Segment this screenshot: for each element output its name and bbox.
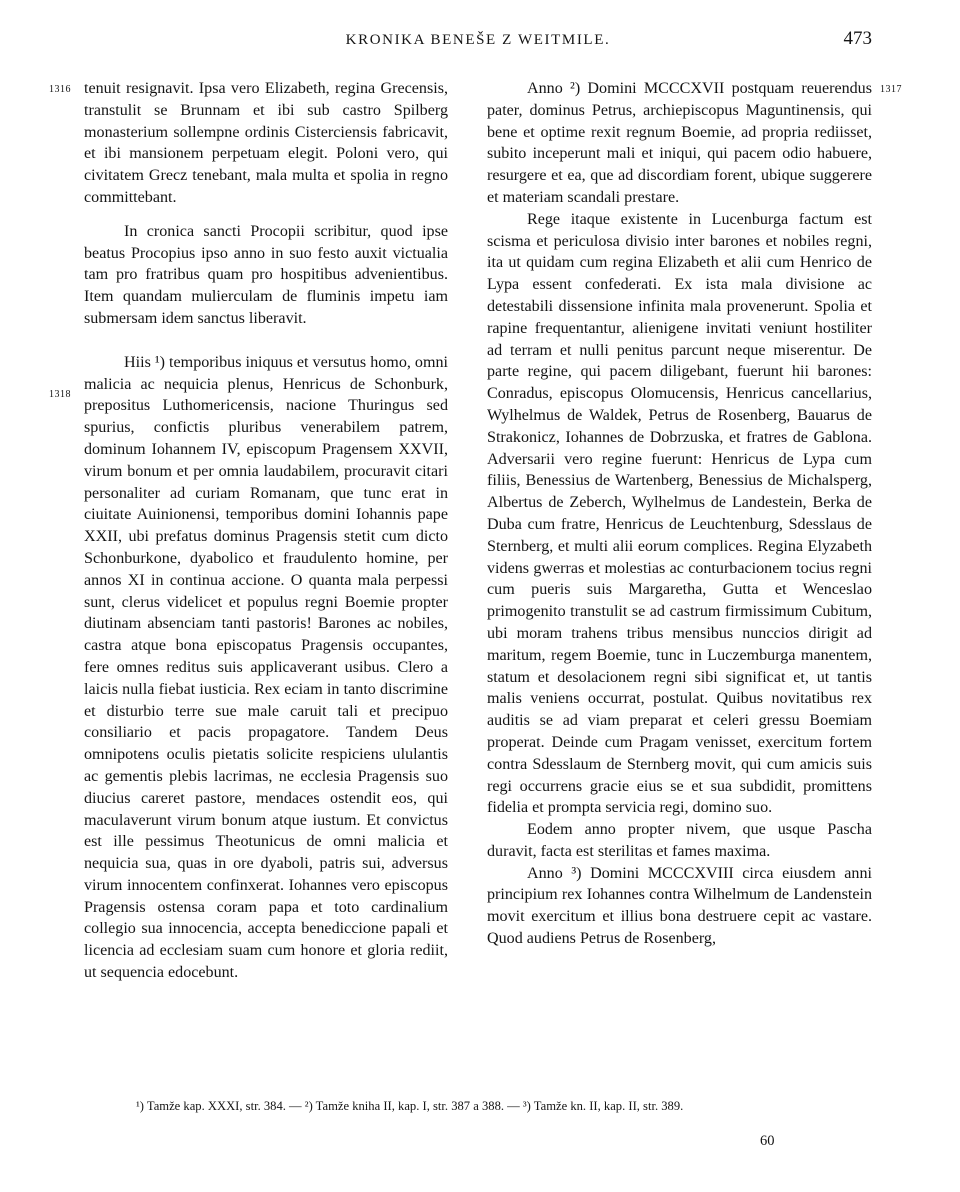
margin-year-1318: 1318 <box>49 389 71 400</box>
margin-year-1317: 1317 <box>880 84 902 95</box>
page-number: 473 <box>843 28 872 49</box>
right-paragraph: Rege itaque existente in Lucenburga factum est scisma et periculosa divisio inter barones et nobiles regni, ita ut quidam cum regina Elizabeth et alii cum Henrico de Lypa essent confederati. Ex ista mala divisione ac detestabili dissensione infinita mala provenerunt. Spolia et rapine frequentantur, alienigene invitati veniunt hostiliter ad terram et nulli penitus parcunt neque miserentur. De parte regine, qui pacem diligebant, fuerunt hii barones: Conradus, episcopus Olomucensis, Henricus cancellarius, Wylhelmus de Waldek, Petrus de Rosenberg, Bauarus de Strakonicz, Iohannes de Dobrzuska, et fratres de Gablona. Adversarii vero regine fuerunt: Henricus de Lypa cum filiis, Benessius de Wartenberg, Benessius de Michalsperg, Albertus de Zeberch, Wylhelmus de Landestein, Berka de Duba cum fratre, Henricus de Leuchtenburg, Sdesslaus de Sternberg, et multi alii eorum complices. Regina Elyzabeth videns gwerras et molestias ac conturbacionem tocius regni cum pueris suis Margaretha, Gutta et Wenceslao primogenito transtulit se ad castrum firmissimum Cubitum, ubi moram trahens tribus mensibus nunccios dirigit ad maritum, regem Boemie, tunc in Luczemburga manentem, statum et desolacionem regni sibi significat et, ut tantis malis veniens occurrat, postulat. Quibus novitatibus rex auditis se ad viam preparat et celeri gressu Boemiam properat. Deinde cum Pragam venisset, exercitum fortem contra Sdesslaum de Sternberg movit, qui cum amicis suis regi occurrens gracie eius se et sua subdidit, promittens fidelia et prompta servicia regi, domino suo. <box>487 210 872 817</box>
right-column <box>487 78 872 950</box>
footnotes <box>84 1096 872 1116</box>
left-column <box>84 78 448 984</box>
left-paragraph: tenuit resignavit. Ipsa vero Elizabeth, regina Grecensis, transtulit se Brunnam et ibi sub castro Spilberg monasterium sollempne ordinis Cisterciensis fabricavit, et ibi mansionem perpetuam elegit. Poloni vero, qui civitatem Grecz tenebant, mala multa et spolia in regno committebant. <box>84 80 448 206</box>
footnote-text: ¹) Tamže kap. XXXI, str. 384. — ²) Tamže kniha II, kap. I, str. 387 a 388. — ³) Tamže kn. II, kap. II, str. 389. <box>136 1099 684 1113</box>
left-paragraph: In cronica sancti Procopii scribitur, quod ipse beatus Procopius ipso anno in suo festo auxit victualia tam pro fratribus quam pro hospitibus advenientibus. Item quandam mulierculam de fluminis impetu iam submersam idem sanctus liberavit. <box>84 222 448 327</box>
right-paragraph: Anno ²) Domini MCCCXVII postquam reuerendus pater, dominus Petrus, archiepiscopus Maguntinensis, qui bene et optime rexit regnum Boemie, ad propria rediisset, subito inceperunt mali et iniqui, qui pacem odio habuere, resurgere et ea, que ad discordiam forent, ubique suggerere et materiam scandali prestare. <box>487 80 872 206</box>
running-title: KRONIKA BENEŠE Z WEITMILE. <box>345 32 611 48</box>
right-paragraph: Anno ³) Domini MCCCXVIII circa eiusdem anni principium rex Iohannes contra Wilhelmum de Landenstein movit exercitum et illius bona destruere cepit ac vastare. Quod audiens Petrus de Rosenberg, <box>487 864 872 948</box>
page-header <box>84 28 872 56</box>
left-paragraph: Hiis ¹) temporibus iniquus et versutus homo, omni malicia ac nequicia plenus, Henricus de Schonburk, prepositus Luthomericensis, nacione Thuringus sed spurius, confictis pluribus venerabilem patrem, dominum Iohannem IV, episcopum Pragensem XXVII, virum bonum et per omnia laudabilem, procuravit citari personaliter ad curiam Romanam, que tunc erat in ciuitate Auinionensi, temporibus domini Iohannis pape XXII, ubi prefatus dominus Pragensis stetit cum dicto Schonburkone, dyabolico et fraudulento homine, per annos XI in continua accione. O quanta mala perpessi sunt, clerus videlicet et populus regni Boemie propter diutinam absenciam tanti pastoris! Barones ac nobiles, castra atque bona episcopatus Pragensis occupantes, fere omnes reditus suis applicaverant usibus. Clero a laicis nulla fiebat iusticia. Rex eciam in tanto discrimine et disturbio terre sue male caruit tali et precipuo consiliario et pacis propagatore. Tandem Deus omnipotens oculis pietatis solicite respiciens ululantis ac gementis plebis lacrimas, ne ecclesia Pragensis suo diucius careret pastore, mendaces ostendit eos, qui maculaverunt virum bonum atque iustum. Et convictus est ille pessimus Theotunicus de omni malicia et nequicia sua, quas in ore dyaboli, patris sui, adversus virum innocentem confinxerat. Iohannes vero episcopus Pragensis ostensa coram papa et toto cardinalium collegio sua innocencia, accepta benediccione papali et licencia ad ecclesiam suam cum honore et gloria rediit, ut sequencia edocebunt. <box>84 353 449 982</box>
margin-year-1316: 1316 <box>49 84 71 95</box>
right-paragraph: Eodem anno propter nivem, que usque Pascha duravit, facta est sterilitas et fames maxima. <box>487 821 872 860</box>
signature-number: 60 <box>760 1133 775 1149</box>
